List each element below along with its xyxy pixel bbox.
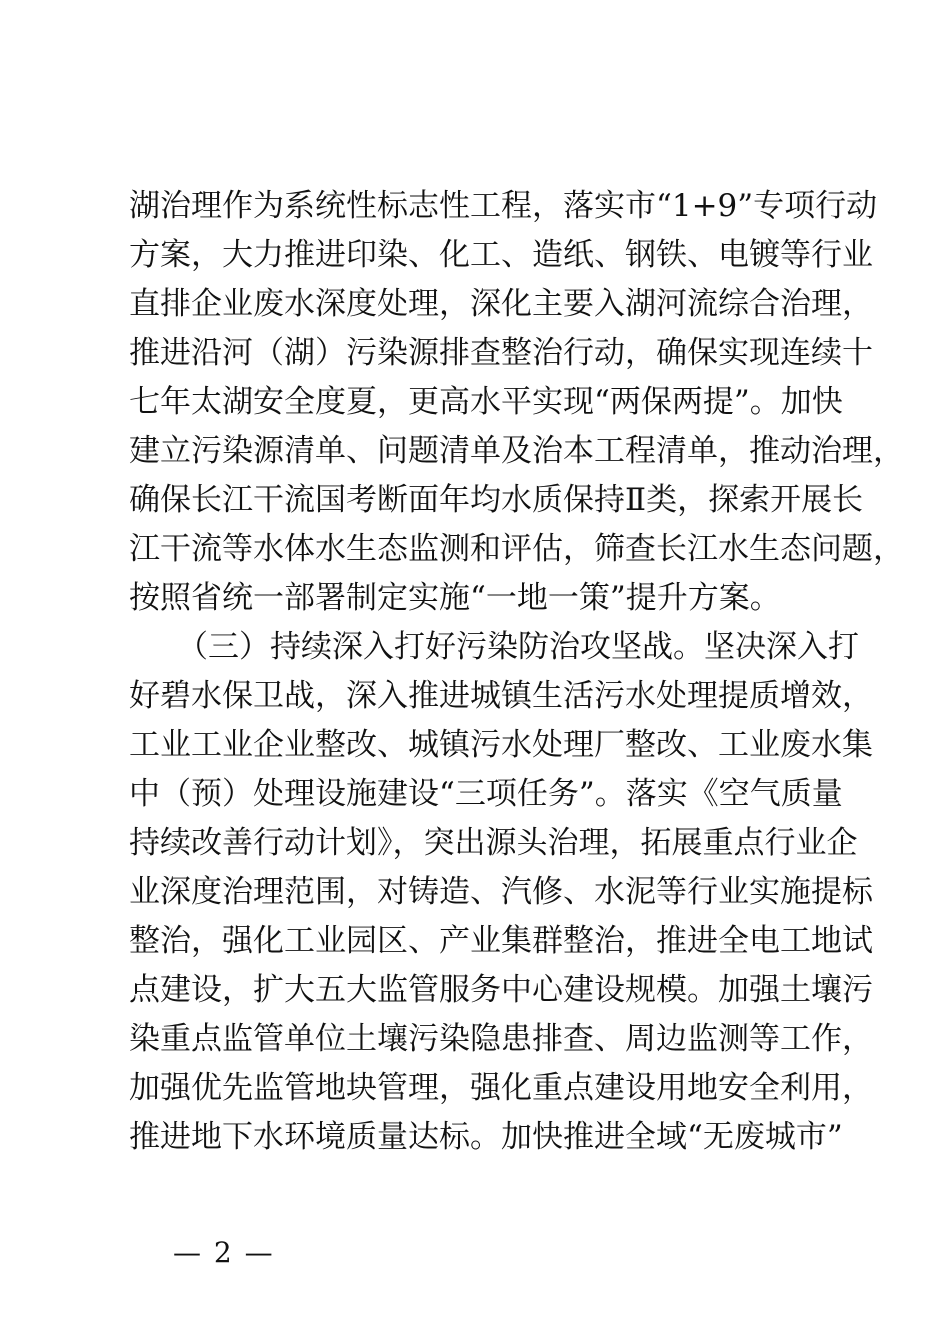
text-line: 湖治理作为系统性标志性工程，落实市“1+9”专项行动 — [129, 188, 878, 224]
page-number: — 2 — — [173, 1236, 275, 1269]
text-line: 推进地下水环境质量达标。加快推进全域“无废城市” — [129, 1119, 843, 1155]
body-text — [129, 182, 904, 1162]
text-line: 点建设，扩大五大监管服务中心建设规模。加强土壤污 — [129, 972, 873, 1008]
text-line: 确保长江干流国考断面年均水质保持Ⅱ类，探索开展长 — [129, 482, 864, 518]
text-line: 按照省统一部署制定实施“一地一策”提升方案。 — [129, 580, 781, 616]
text-line: 业深度治理范围，对铸造、汽修、水泥等行业实施提标 — [129, 874, 873, 910]
text-line: 工业工业企业整改、城镇污水处理厂整改、工业废水集 — [129, 727, 873, 763]
text-line: 江干流等水体水生态监测和评估，筛查长江水生态问题， — [129, 531, 904, 567]
text-line: 加强优先监管地块管理，强化重点建设用地安全利用， — [129, 1070, 873, 1106]
text-line: 方案，大力推进印染、化工、造纸、钢铁、电镀等行业 — [129, 237, 873, 273]
text-line: 染重点监管单位土壤污染隐患排查、周边监测等工作， — [129, 1021, 873, 1057]
text-line: 推进沿河（湖）污染源排查整治行动，确保实现连续十 — [129, 335, 873, 371]
text-line: 持续改善行动计划》，突出源头治理，拓展重点行业企 — [129, 825, 858, 861]
text-line: 直排企业废水深度处理，深化主要入湖河流综合治理， — [129, 286, 873, 322]
section-heading-line: （三）持续深入打好污染防治攻坚战。坚决深入打 — [177, 629, 859, 665]
text-line: 建立污染源清单、问题清单及治本工程清单，推动治理， — [129, 433, 904, 469]
text-line: 七年太湖安全度夏，更高水平实现“两保两提”。加快 — [129, 384, 843, 420]
text-line: 整治，强化工业园区、产业集群整治，推进全电工地试 — [129, 923, 873, 959]
text-line: 好碧水保卫战，深入推进城镇生活污水处理提质增效， — [129, 678, 873, 714]
text-line: 中（预）处理设施建设“三项任务”。落实《空气质量 — [129, 776, 843, 812]
